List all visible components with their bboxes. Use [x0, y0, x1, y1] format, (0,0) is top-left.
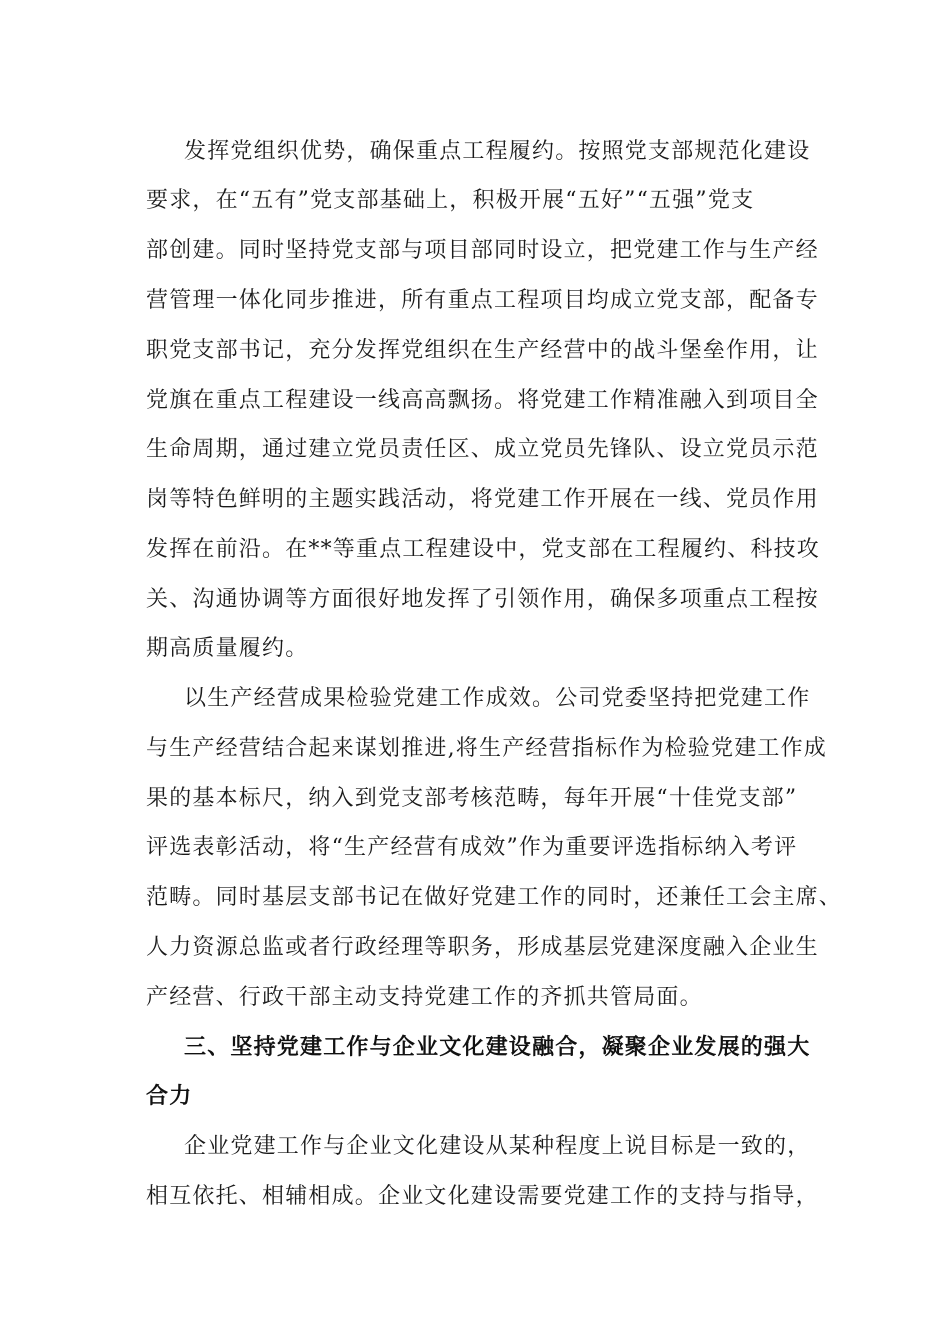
text-line: 企业党建工作与企业文化建设从某种程度上说目标是一致的， — [184, 1134, 811, 1159]
heading-line: 合力 — [146, 1084, 193, 1109]
text-line: 生命周期，通过建立党员责任区、成立党员先锋队、设立党员示范 — [146, 437, 819, 462]
text-line: 营管理一体化同步推进，所有重点工程项目均成立党支部，配备专 — [146, 288, 819, 313]
text-line: 发挥党组织优势，确保重点工程履约。按照党支部规范化建设 — [184, 139, 811, 164]
text-line: 党旗在重点工程建设一线高高飘扬。将党建工作精准融入到项目全 — [146, 388, 819, 413]
text-line: 产经营、行政干部主动支持党建工作的齐抓共管局面。 — [146, 985, 703, 1010]
text-line: 与生产经营结合起来谋划推进,将生产经营指标作为检验党建工作成 — [146, 736, 827, 761]
text-line: 人力资源总监或者行政经理等职务，形成基层党建深度融入企业生 — [146, 935, 819, 960]
text-line: 期高质量履约。 — [146, 636, 309, 661]
text-line: 评选表彰活动，将“生产经营有成效”作为重要评选指标纳入考评 — [146, 835, 798, 860]
text-line: 岗等特色鲜明的主题实践活动，将党建工作开展在一线、党员作用 — [146, 487, 819, 512]
heading-line: 三、坚持党建工作与企业文化建设融合，凝聚企业发展的强大 — [184, 1035, 811, 1060]
text-line: 以生产经营成果检验党建工作成效。公司党委坚持把党建工作 — [184, 686, 811, 711]
text-line: 职党支部书记，充分发挥党组织在生产经营中的战斗堡垒作用，让 — [146, 338, 819, 363]
text-line: 要求，在“五有”党支部基础上，积极开展“五好”“五强”党支 — [146, 188, 755, 213]
text-line: 范畴。同时基层支部书记在做好党建工作的同时，还兼任工会主席、 — [146, 885, 843, 910]
text-line: 部创建。同时坚持党支部与项目部同时设立，把党建工作与生产经 — [146, 238, 819, 263]
text-line: 相互依托、相辅相成。企业文化建设需要党建工作的支持与指导， — [146, 1184, 819, 1209]
text-line: 发挥在前沿。在**等重点工程建设中，党支部在工程履约、科技攻 — [146, 537, 821, 562]
text-line: 关、沟通协调等方面很好地发挥了引领作用，确保多项重点工程按 — [146, 587, 819, 612]
text-line: 果的基本标尺，纳入到党支部考核范畴，每年开展“十佳党支部” — [146, 786, 798, 811]
